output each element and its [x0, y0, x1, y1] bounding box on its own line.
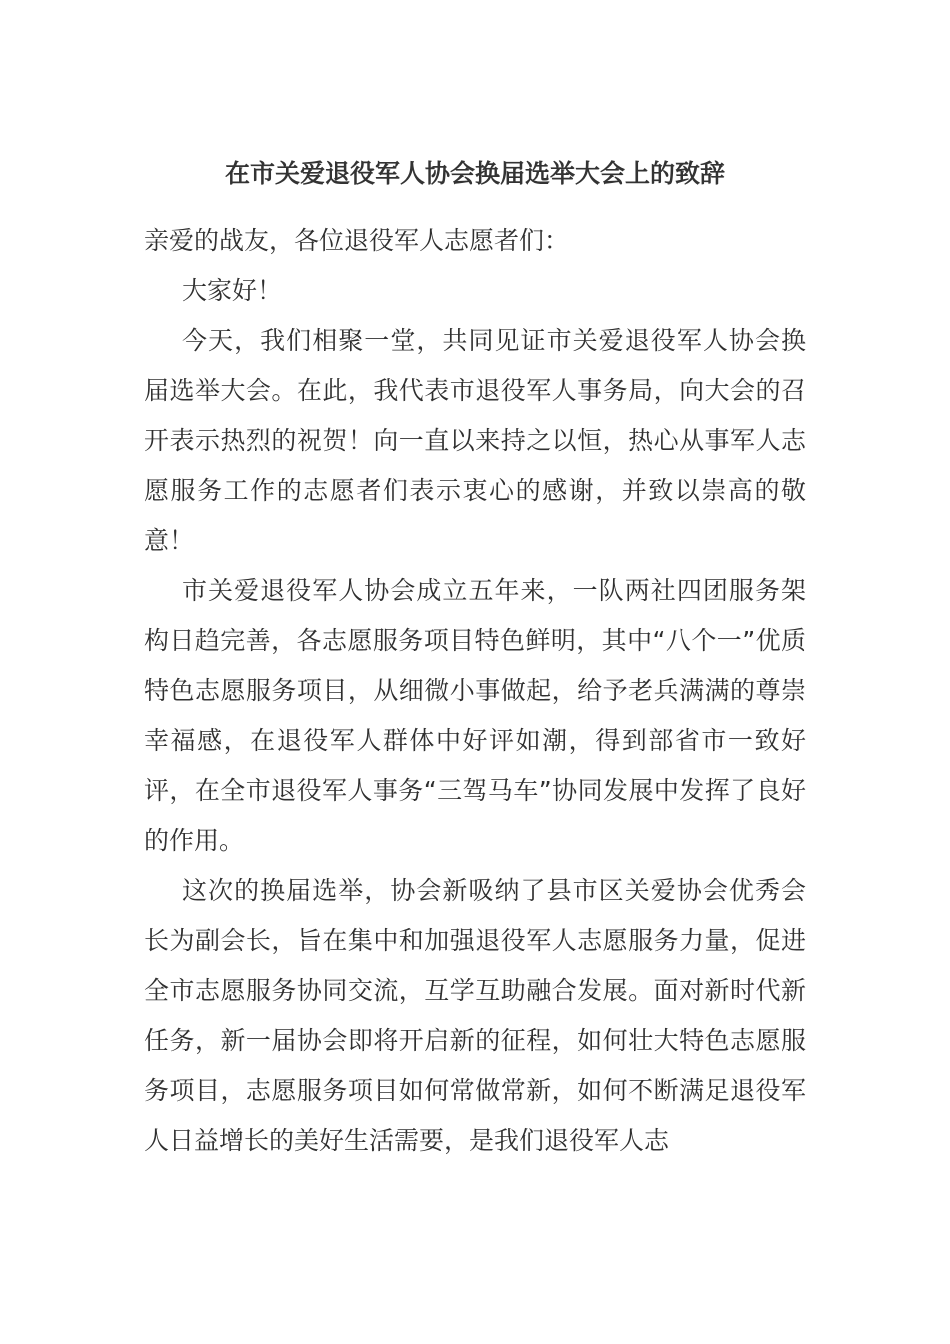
document-title: 在市关爱退役军人协会换届选举大会上的致辞	[224, 159, 725, 188]
paragraph-opening: 今天，我们相聚一堂，共同见证市关爱退役军人协会换届选举大会。在此，我代表市退役军人事务局，向大会的召开表示热烈的祝贺！向一直以来持之以恒，热心从事军人志愿服务工作的志愿者们表示衷心的感谢，并致以崇高的敬意！	[144, 326, 806, 555]
salutation: 亲爱的战友，各位退役军人志愿者们：	[144, 226, 570, 255]
document-body	[144, 216, 806, 1166]
paragraph-greeting: 大家好！	[182, 276, 283, 305]
paragraph-election: 这次的换届选举，协会新吸纳了县市区关爱协会优秀会长为副会长，旨在集中和加强退役军人志愿服务力量，促进全市志愿服务协同交流，互学互助融合发展。面对新时代新任务，新一届协会即将开启新的征程，如何壮大特色志愿服务项目，志愿服务项目如何常做常新，如何不断满足退役军人日益增长的美好生活需要，是我们退役军人志	[144, 876, 806, 1155]
paragraph-achievements: 市关爱退役军人协会成立五年来，一队两社四团服务架构日趋完善，各志愿服务项目特色鲜明，其中“八个一”优质特色志愿服务项目，从细微小事做起，给予老兵满满的尊崇幸福感，在退役军人群体中好评如潮，得到部省市一致好评，在全市退役军人事务“三驾马车”协同发展中发挥了良好的作用。	[144, 576, 806, 855]
